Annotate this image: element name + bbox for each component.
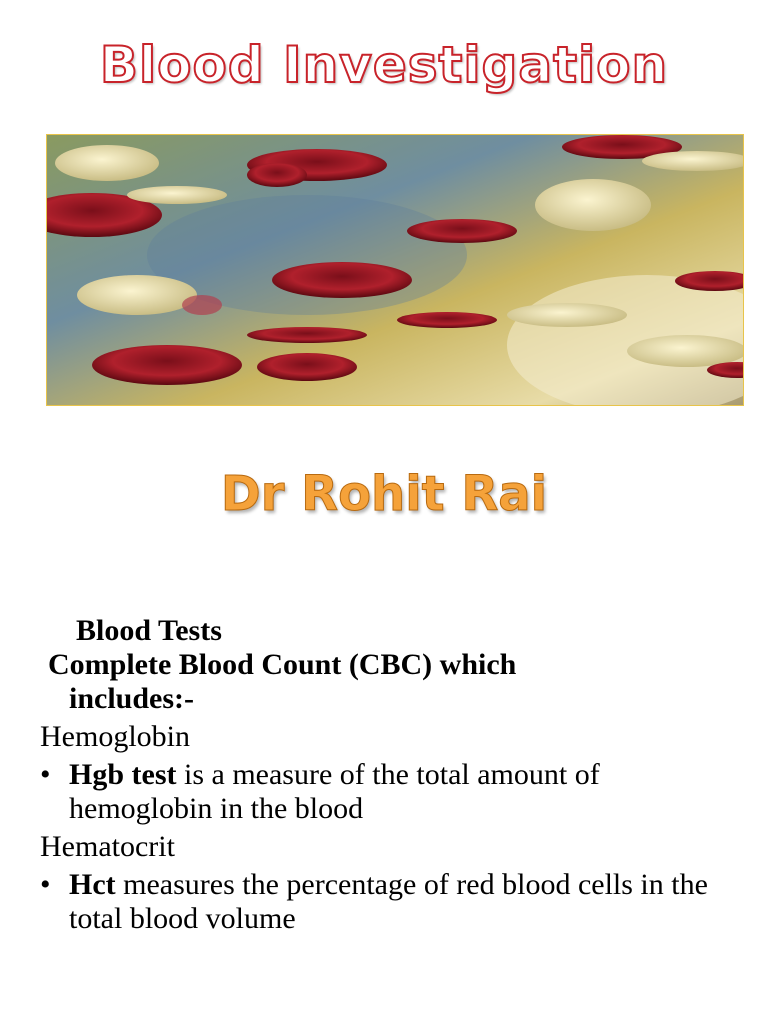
slide-body: [40, 614, 740, 936]
bullet-icon: •: [40, 758, 51, 791]
slide-title: Blood Investigation: [99, 36, 669, 94]
section-label: Hemoglobin: [40, 720, 190, 753]
author-name: Dr Rohit Rai: [220, 466, 548, 522]
blood-cells-image: [46, 134, 744, 406]
bullet-term: Hgb test: [69, 758, 177, 791]
section-label: Hematocrit: [40, 830, 175, 863]
list-item: [40, 758, 740, 826]
bullet-term: Hct: [69, 868, 116, 901]
list-item: [40, 868, 740, 936]
heading-blood-tests: Blood Tests: [76, 614, 222, 647]
bullet-text: is a measure of the total amount of hemoglobin in the blood: [69, 758, 600, 825]
bullet-text: measures the percentage of red blood cells in the total blood volume: [69, 868, 708, 935]
heading-cbc-continued: includes:-: [69, 682, 195, 715]
bullet-icon: •: [40, 868, 51, 901]
heading-cbc: Complete Blood Count (CBC) which: [48, 648, 517, 681]
